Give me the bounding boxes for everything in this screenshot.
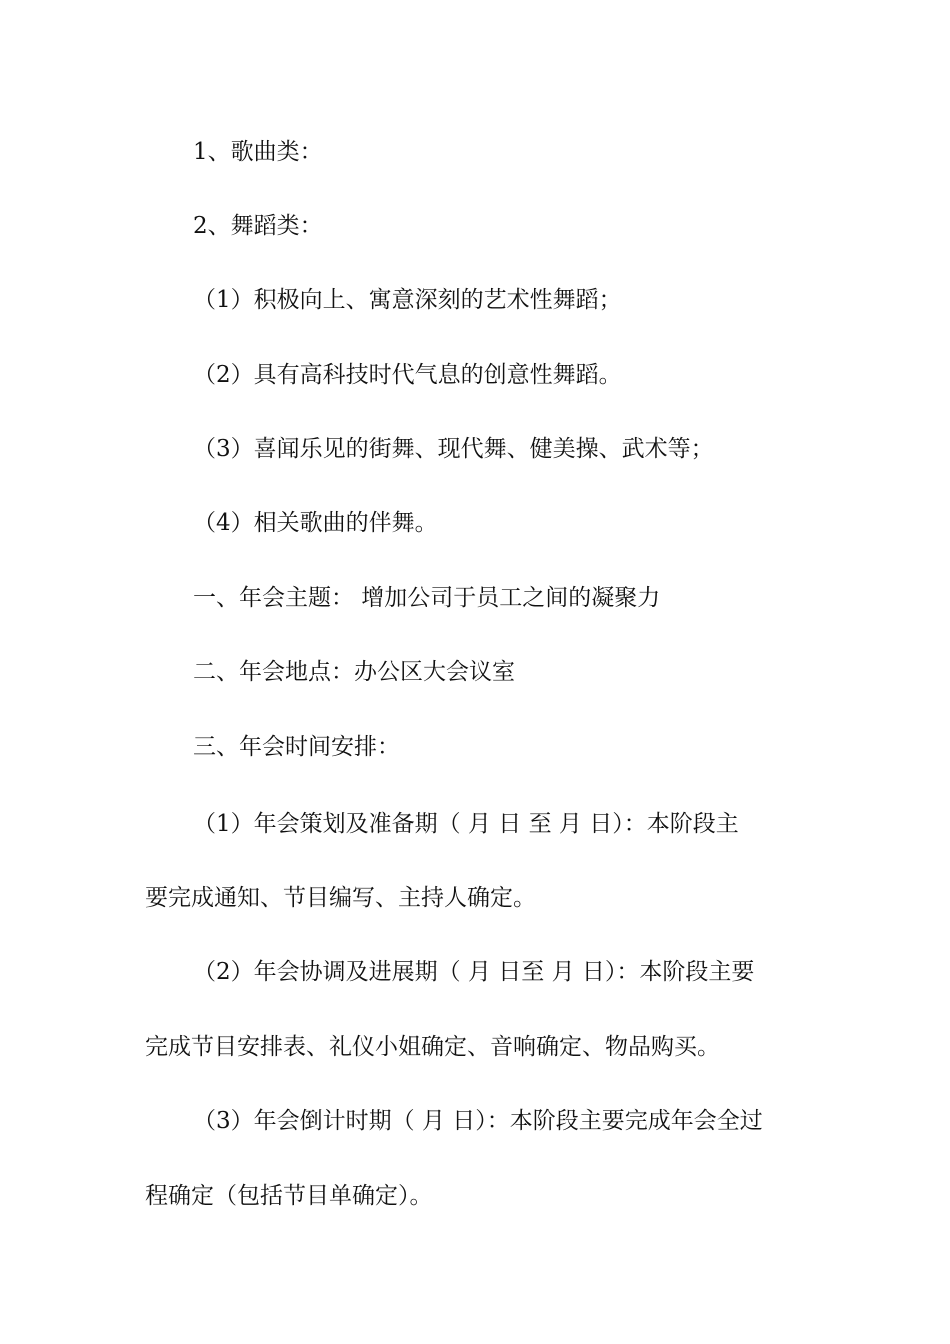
schedule-item-2-line-1: （2）年会协调及进展期（ 月 日至 月 日）：本阶段主要 <box>193 959 755 985</box>
dance-subitem-2: （2）具有高科技时代气息的创意性舞蹈。 <box>193 362 622 388</box>
dance-subitem-4: （4）相关歌曲的伴舞。 <box>193 510 438 536</box>
section-location: 二、年会地点：办公区大会议室 <box>193 659 515 685</box>
schedule-item-1-line-1: （1）年会策划及准备期（ 月 日 至 月 日）：本阶段主 <box>193 811 739 837</box>
dance-subitem-1: （1）积极向上、寓意深刻的艺术性舞蹈； <box>193 287 622 313</box>
dance-subitem-3: （3）喜闻乐见的街舞、现代舞、健美操、武术等； <box>193 436 714 462</box>
schedule-item-2-line-2: 完成节目安排表、礼仪小姐确定、音响确定、物品购买。 <box>145 1034 720 1060</box>
list-item-songs: 1、歌曲类： <box>193 139 323 165</box>
section-schedule: 三、年会时间安排： <box>193 734 400 760</box>
schedule-item-3-line-1: （3）年会倒计时期（ 月 日）：本阶段主要完成年会全过 <box>193 1108 763 1134</box>
schedule-item-1-line-2: 要完成通知、节目编写、主持人确定。 <box>145 885 536 911</box>
list-item-dance: 2、舞蹈类： <box>193 213 323 239</box>
section-theme: 一、年会主题： 增加公司于员工之间的凝聚力 <box>193 585 661 611</box>
schedule-item-3-line-2: 程确定（包括节目单确定）。 <box>145 1183 433 1209</box>
